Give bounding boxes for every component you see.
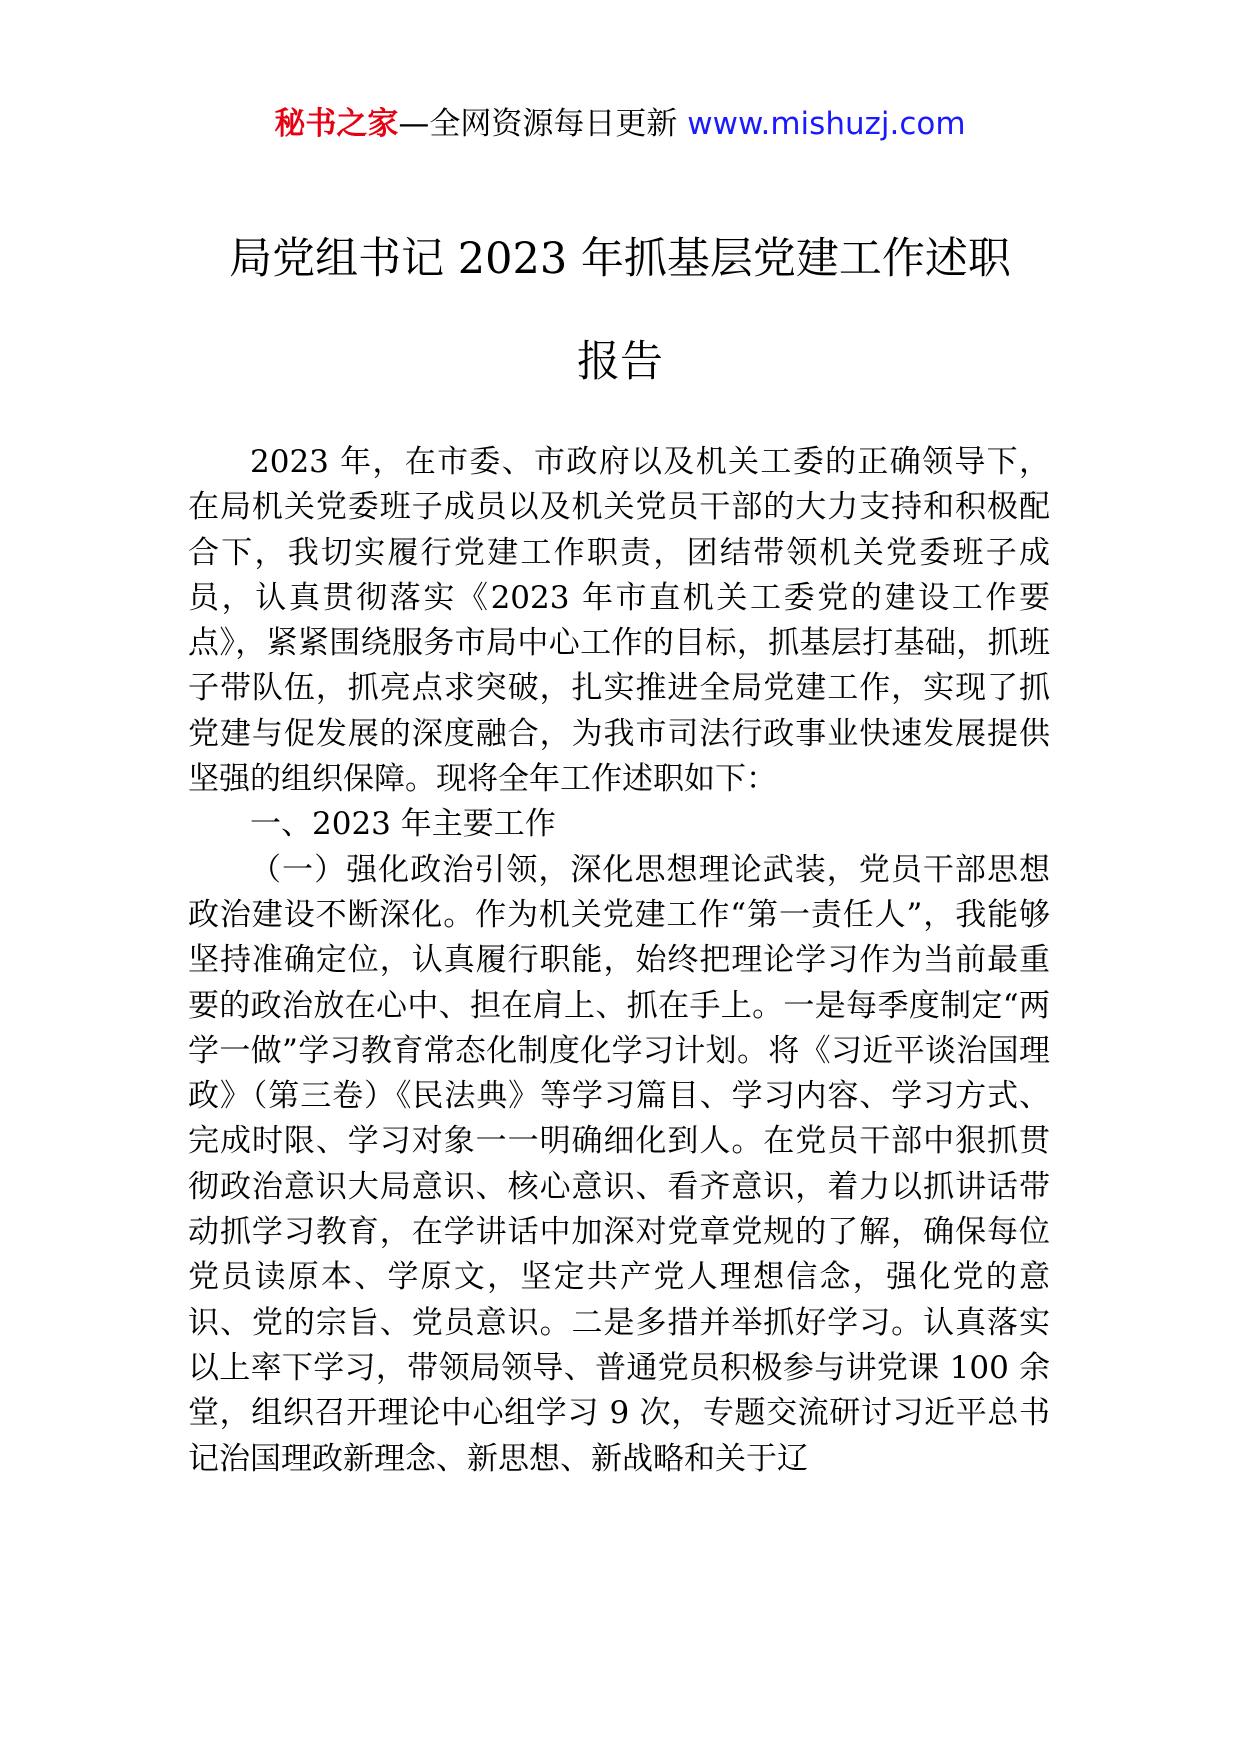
title-line-1: 局党组书记 2023 年抓基层党建工作述职	[229, 234, 1011, 284]
intro-paragraph: 2023 年，在市委、市政府以及机关工委的正确领导下，在局机关党委班子成员以及机关党员干部的大力支持和积极配合下，我切实履行党建工作职责，团结带领机关党委班子成员，认真贯彻落实《2023 年市直机关工委党的建设工作要点》，紧紧围绕服务市局中心工作的目标，抓基层打基础，抓班子带队伍，抓亮点求突破，扎实推进全局党建工作，实现了抓党建与促发展的深度融合，为我市司法行政事业快速发展提供坚强的组织保障。现将全年工作述职如下：	[188, 444, 1050, 798]
header-tagline: —全网资源每日更新	[398, 106, 688, 142]
title-line-2: 报告	[577, 337, 663, 387]
subsection-paragraph: （一）强化政治引领，深化思想理论武装，党员干部思想政治建设不断深化。作为机关党建工作“第一责任人”，我能够坚持准确定位，认真履行职能，始终把理论学习作为当前最重要的政治放在心中、担在肩上、抓在手上。一是每季度制定“两学一做”学习教育常态化制度化学习计划。将《习近平谈治国理政》（第三卷）《民法典》等学习篇目、学习内容、学习方式、完成时限、学习对象一一明确细化到人。在党员干部中狠抓贯彻政治意识大局意识、核心意识、看齐意识，着力以抓讲话带动抓学习教育，在学讲话中加深对党章党规的了解，确保每位党员读原本、学原文，坚定共产党人理想信念，强化党的意识、党的宗旨、党员意识。二是多措并举抓好学习。认真落实以上率下学习，带领局领导、普通党员积极参与讲党课 100 余堂，组织召开理论中心组学习 9 次，专题交流研讨习近平总书记治国理政新理念、新思想、新战略和关于辽	[188, 851, 1050, 1477]
site-header	[0, 102, 1240, 146]
site-url-link[interactable]: www.mishuzj.com	[687, 106, 966, 142]
brand-name: 秘书之家	[274, 106, 399, 142]
document-title	[0, 208, 1240, 414]
section-heading: 一、2023 年主要工作	[250, 806, 556, 843]
document-body	[188, 440, 1050, 1482]
